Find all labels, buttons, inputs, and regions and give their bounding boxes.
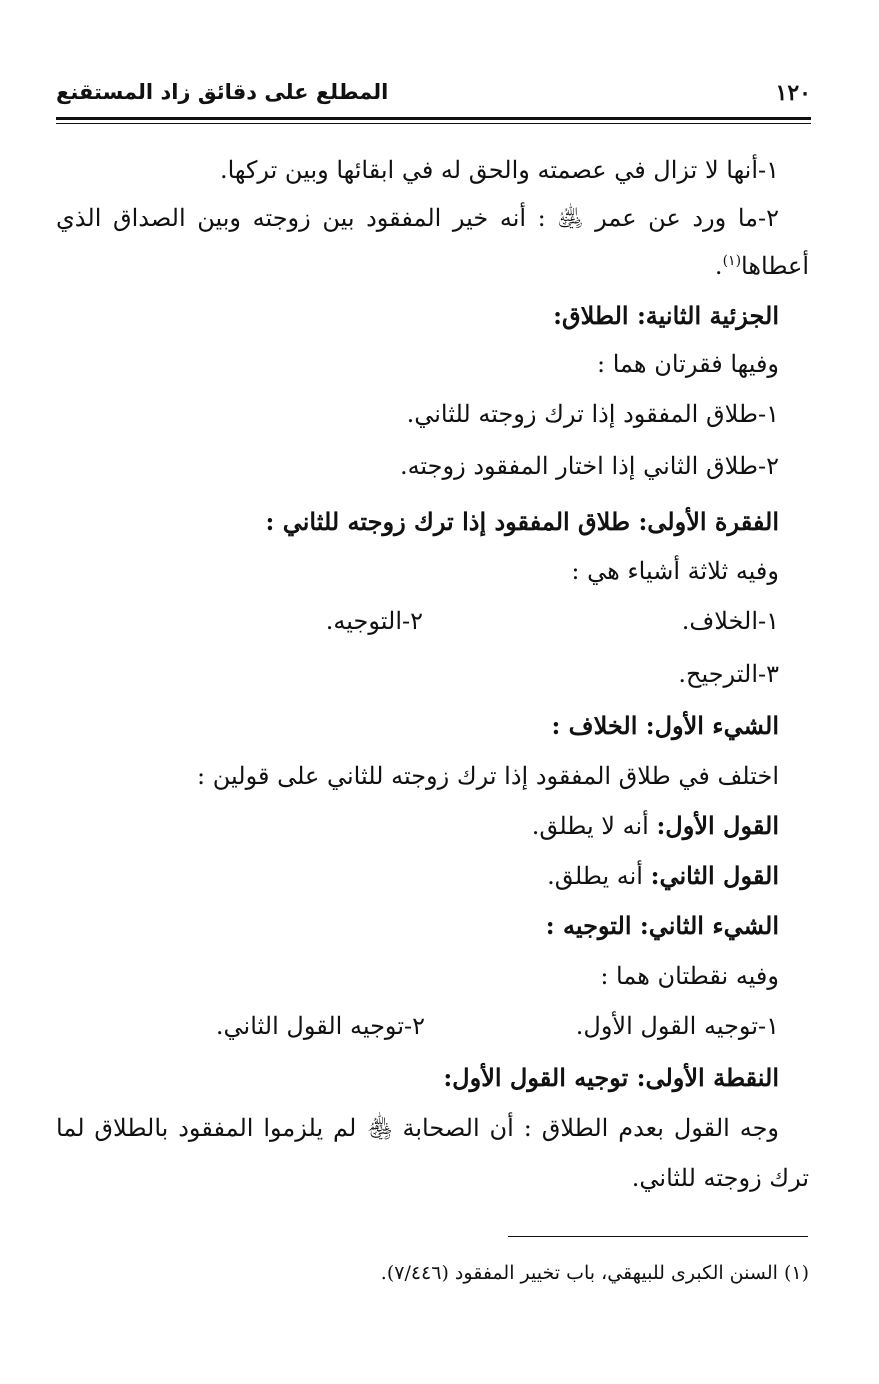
text-line: وفيها فقرتان هما : xyxy=(597,350,779,378)
text-line xyxy=(532,812,779,841)
header-rule-thick xyxy=(56,117,811,120)
section-heading: الجزئية الثانية: الطلاق: xyxy=(553,301,779,330)
page-number: ١٢٠ xyxy=(775,80,811,106)
list-item: ٢-توجيه القول الثاني. xyxy=(215,1012,425,1040)
section-heading: الفقرة الأولى: طلاق المفقود إذا ترك زوجته للثاني : xyxy=(265,507,779,536)
footnote-separator xyxy=(508,1236,808,1237)
list-item: ٢-طلاق الثاني إذا اختار المفقود زوجته. xyxy=(399,452,779,480)
text-segment: أنه يطلق. xyxy=(547,862,651,890)
text-line xyxy=(547,862,779,891)
text-line: وفيه ثلاثة أشياء هي : xyxy=(571,557,779,585)
text-line: وجه القول بعدم الطلاق : أن الصحابة ﵃ لم يلزموا المفقود بالطلاق لما xyxy=(56,1114,779,1142)
text-segment: أنه لا يطلق. xyxy=(531,812,657,840)
section-heading: النقطة الأولى: توجيه القول الأول: xyxy=(443,1063,779,1092)
header-rule-thin xyxy=(56,123,811,124)
text-segment: القول الثاني: xyxy=(650,861,779,890)
text-line: ٢-ما ورد عن عمر ﵁ : أنه خير المفقود بين زوجته وبين الصداق الذي xyxy=(56,204,779,232)
footnote-ref: (١) xyxy=(722,253,742,269)
text-segment: القول الأول: xyxy=(656,811,779,840)
text-line: اختلف في طلاق المفقود إذا ترك زوجته للثاني على قولين : xyxy=(197,762,779,790)
text-line: ١-أنها لا تزال في عصمته والحق له في ابقائها وبين تركها. xyxy=(219,156,779,184)
list-item: ١-توجيه القول الأول. xyxy=(575,1012,779,1040)
text-line xyxy=(715,252,809,281)
text-segment: أعطاها xyxy=(741,252,809,280)
section-heading: الشيء الأول: الخلاف : xyxy=(551,711,779,740)
section-heading: الشيء الثاني: التوجيه : xyxy=(545,911,779,940)
text-line: ترك زوجته للثاني. xyxy=(631,1164,809,1192)
list-item: ١-الخلاف. xyxy=(681,607,779,635)
list-item: ٣-الترجيح. xyxy=(678,660,779,688)
text-line: وفيه نقطتان هما : xyxy=(600,962,779,990)
text-segment: . xyxy=(714,252,723,280)
footnote: (١) السنن الكبرى للبيهقي، باب تخيير المفقود (٧/٤٤٦). xyxy=(380,1262,809,1284)
book-title: المطلع على دقائق زاد المستقنع xyxy=(56,80,389,104)
list-item: ١-طلاق المفقود إذا ترك زوجته للثاني. xyxy=(406,400,779,428)
running-header xyxy=(56,78,811,114)
list-item: ٢-التوجيه. xyxy=(325,607,423,635)
